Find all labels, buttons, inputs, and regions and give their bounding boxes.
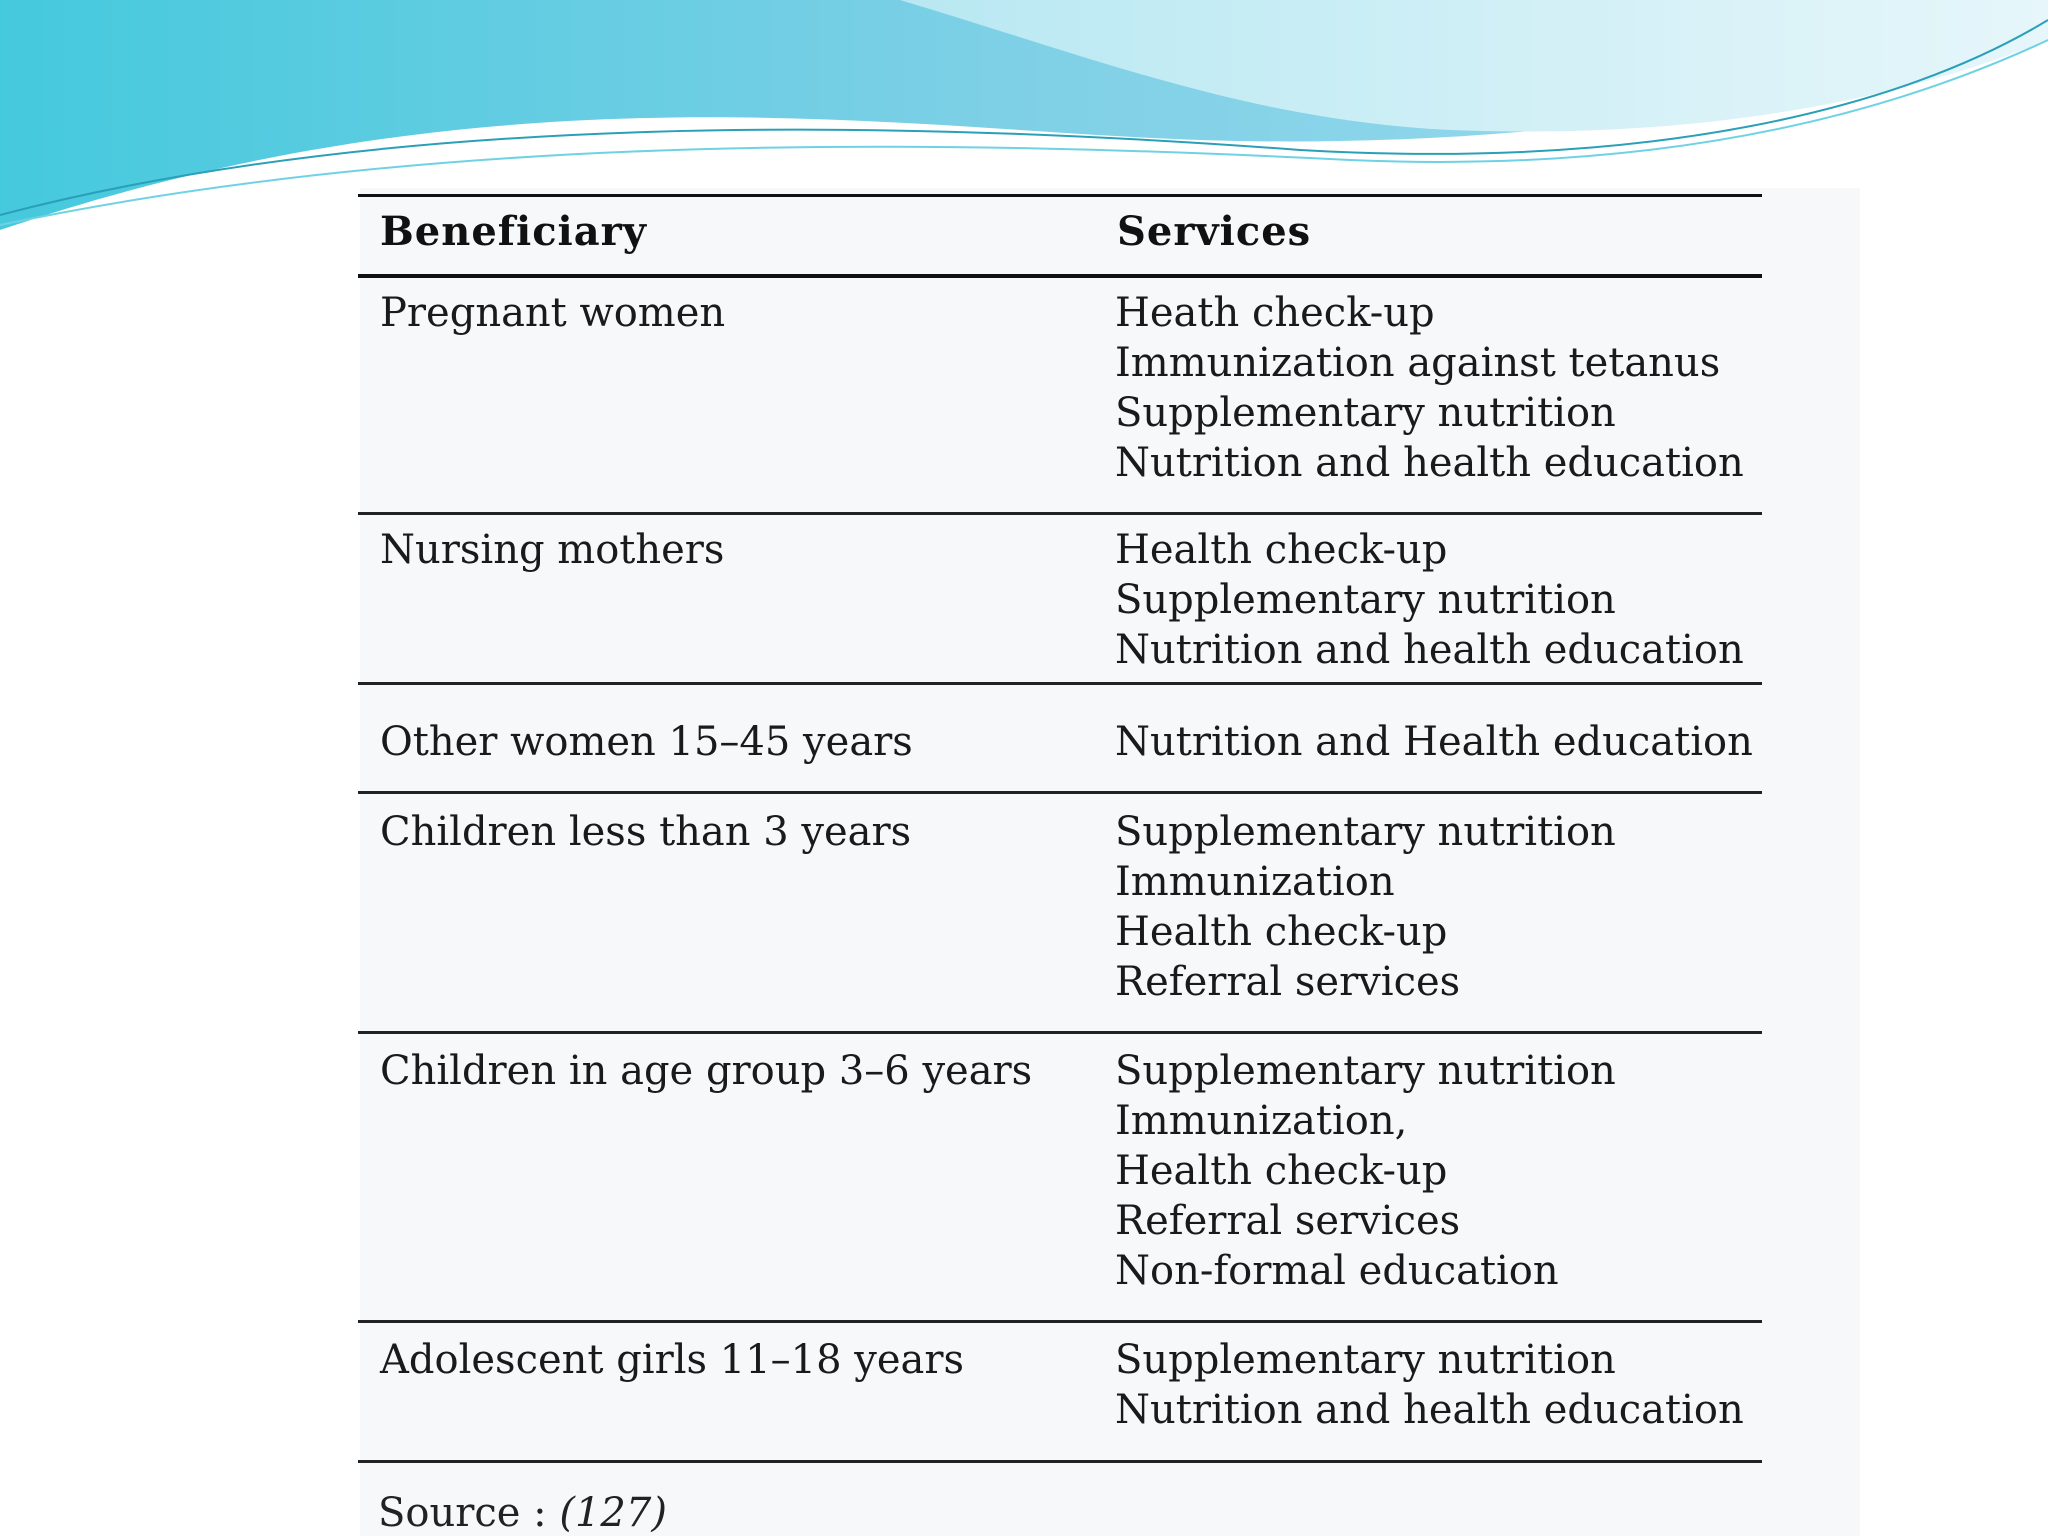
- service-item: Nutrition and Health education: [1115, 719, 1753, 765]
- header-beneficiary: Beneficiary: [380, 208, 647, 255]
- table-top-rule: [358, 194, 1762, 197]
- row-divider: [358, 1320, 1762, 1323]
- row-divider: [358, 1031, 1762, 1034]
- table-bottom-rule: [358, 1460, 1762, 1463]
- service-item: Nutrition and health education: [1115, 440, 1744, 486]
- row-beneficiary: Children less than 3 years: [380, 809, 912, 855]
- service-item: Immunization,: [1115, 1098, 1408, 1144]
- row-divider: [358, 682, 1762, 685]
- service-item: Supplementary nutrition: [1115, 1048, 1616, 1094]
- row-divider: [358, 791, 1762, 794]
- service-item: Health check-up: [1115, 1148, 1448, 1194]
- row-beneficiary: Adolescent girls 11–18 years: [380, 1337, 965, 1383]
- source-reference: (127): [559, 1490, 667, 1536]
- row-services: [1115, 1335, 1744, 1435]
- header-services: Services: [1117, 208, 1312, 255]
- service-item: Supplementary nutrition: [1115, 390, 1616, 436]
- row-beneficiary: Children in age group 3–6 years: [380, 1048, 1033, 1094]
- service-item: Immunization against tetanus: [1115, 340, 1721, 386]
- row-beneficiary: Pregnant women: [380, 290, 726, 336]
- row-divider: [358, 512, 1762, 515]
- service-item: Nutrition and health education: [1115, 627, 1744, 673]
- row-services: [1115, 1046, 1616, 1296]
- service-item: Supplementary nutrition: [1115, 1337, 1616, 1383]
- table-header-rule: [358, 274, 1762, 278]
- service-item: Supplementary nutrition: [1115, 809, 1616, 855]
- row-beneficiary: Other women 15–45 years: [380, 719, 913, 765]
- service-item: Supplementary nutrition: [1115, 577, 1616, 623]
- service-item: Health check-up: [1115, 527, 1448, 573]
- service-item: Health check-up: [1115, 909, 1448, 955]
- row-beneficiary: Nursing mothers: [380, 527, 725, 573]
- service-item: Nutrition and health education: [1115, 1387, 1744, 1433]
- row-services: [1115, 525, 1744, 675]
- service-item: Referral services: [1115, 959, 1461, 1005]
- service-item: Immunization: [1115, 859, 1395, 905]
- row-services: [1115, 288, 1744, 488]
- row-services: [1115, 717, 1753, 767]
- service-item: Heath check-up: [1115, 290, 1435, 336]
- service-item: Non-formal education: [1115, 1248, 1559, 1294]
- row-services: [1115, 807, 1616, 1007]
- service-item: Referral services: [1115, 1198, 1461, 1244]
- source-note: [378, 1490, 667, 1536]
- source-label: Source :: [378, 1490, 547, 1536]
